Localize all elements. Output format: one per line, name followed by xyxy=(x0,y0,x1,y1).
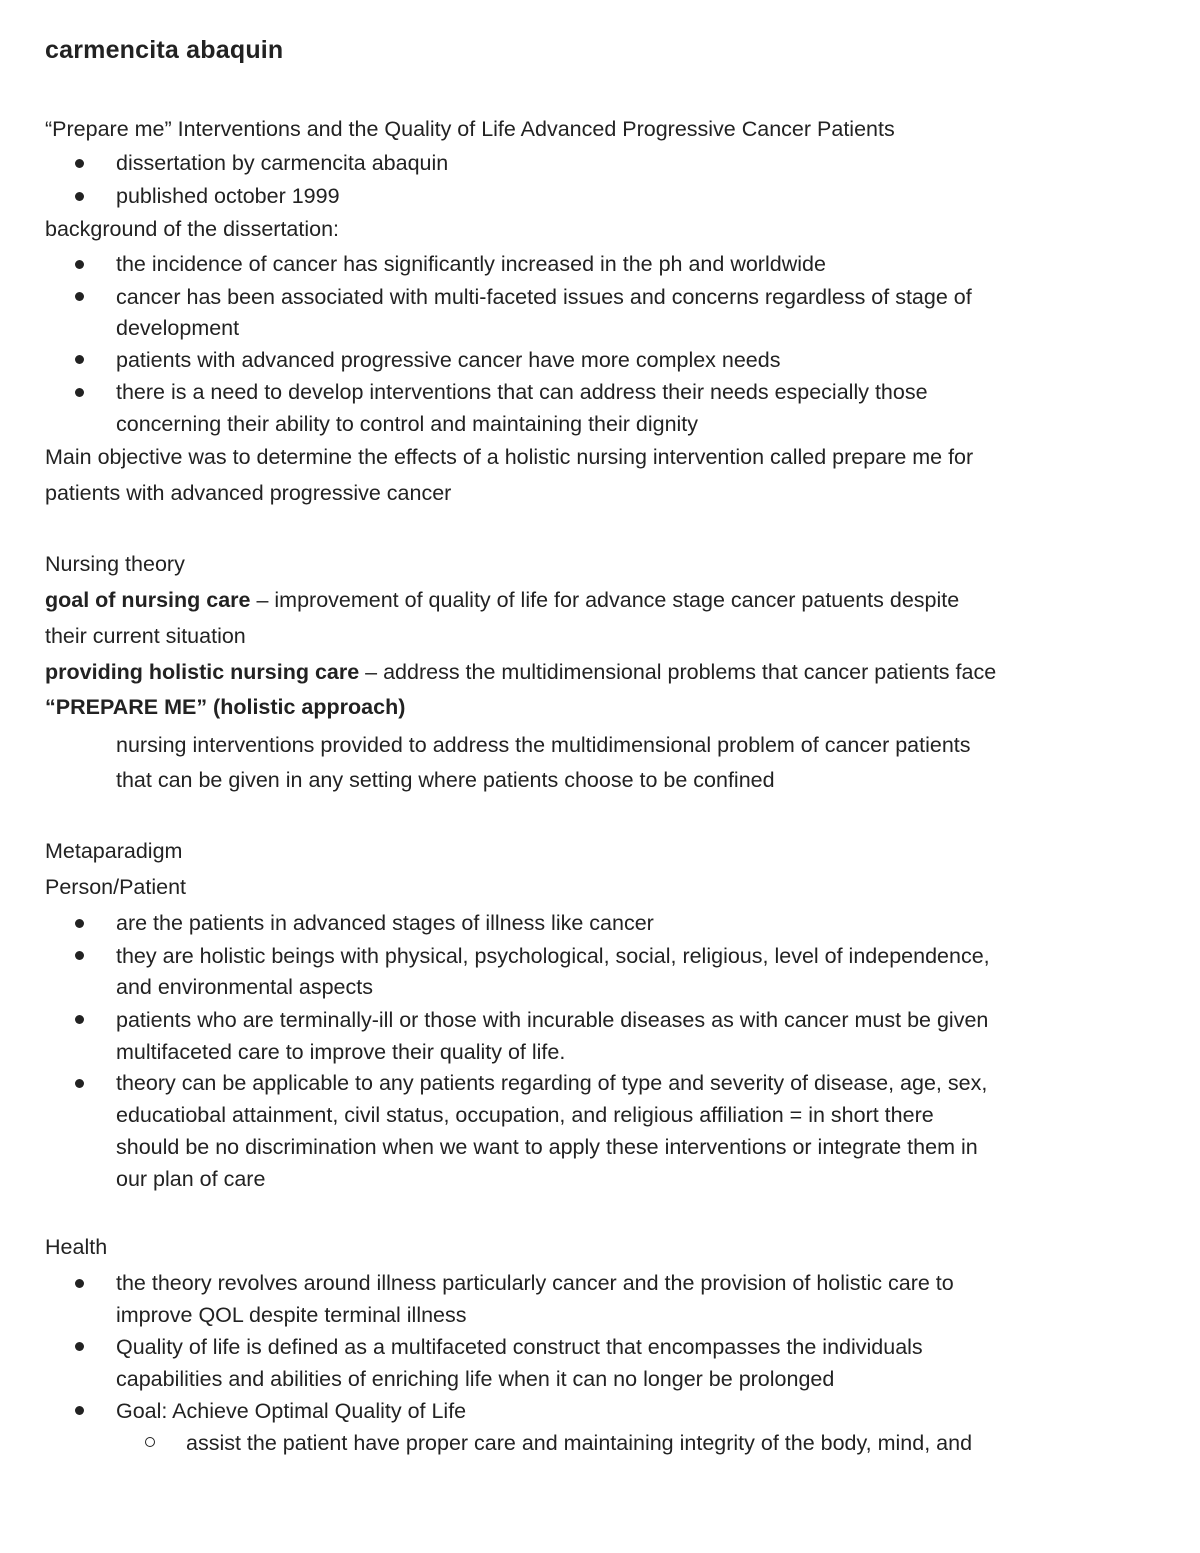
nursing-theory-heading: Nursing theory xyxy=(45,552,185,576)
list-item-continuation: capabilities and abilities of enriching life when it can no longer be prolonged xyxy=(116,1367,835,1391)
list-item: the theory revolves around illness particularly cancer and the provision of holistic care to xyxy=(116,1271,954,1295)
holistic-term: providing holistic nursing care xyxy=(45,660,360,684)
holistic-text: – address the multidimensional problems that cancer patients face xyxy=(359,660,997,684)
list-item: theory can be applicable to any patients regarding of type and severity of disease, age, sex, xyxy=(116,1071,988,1095)
health-heading: Health xyxy=(45,1235,108,1259)
list-item: are the patients in advanced stages of illness like cancer xyxy=(116,911,654,935)
document-title: carmencita abaquin xyxy=(45,36,284,64)
main-objective-continuation: patients with advanced progressive cancer xyxy=(45,481,452,505)
list-item: they are holistic beings with physical, psychological, social, religious, level of independence, xyxy=(116,944,990,968)
list-item-continuation: should be no discrimination when we want to apply these interventions or integrate them in xyxy=(116,1135,978,1159)
metaparadigm-heading: Metaparadigm xyxy=(45,839,183,863)
dissertation-heading: “Prepare me” Interventions and the Quality of Life Advanced Progressive Cancer Patients xyxy=(45,117,895,141)
bullet-icon xyxy=(75,292,84,301)
bullet-icon xyxy=(75,1279,84,1288)
goal-text: – improvement of quality of life for advance stage cancer patuents despite xyxy=(250,588,960,612)
sub-list-item: assist the patient have proper care and maintaining integrity of the body, mind, and xyxy=(186,1431,973,1455)
background-label: background of the dissertation: xyxy=(45,217,340,241)
prepare-me-description: nursing interventions provided to address the multidimensional problem of cancer patients xyxy=(116,733,971,757)
list-item-continuation: concerning their ability to control and maintaining their dignity xyxy=(116,412,699,436)
prepare-me-heading: “PREPARE ME” (holistic approach) xyxy=(45,695,406,719)
bullet-icon xyxy=(75,1079,84,1088)
list-item-continuation: educatiobal attainment, civil status, occupation, and religious affiliation = in short there xyxy=(116,1103,934,1127)
bullet-icon xyxy=(75,951,84,960)
goal-text-continuation: their current situation xyxy=(45,624,246,648)
bullet-icon xyxy=(75,388,84,397)
bullet-icon xyxy=(75,159,84,168)
goal-of-nursing-care xyxy=(45,584,959,616)
list-item: dissertation by carmencita abaquin xyxy=(116,151,449,175)
list-item: cancer has been associated with multi-faceted issues and concerns regardless of stage of xyxy=(116,285,972,309)
list-item-continuation: and environmental aspects xyxy=(116,975,373,999)
bullet-icon xyxy=(75,1406,84,1415)
bullet-icon xyxy=(75,1015,84,1024)
list-item: patients with advanced progressive cancer have more complex needs xyxy=(116,348,781,372)
list-item: Quality of life is defined as a multifaceted construct that encompasses the individuals xyxy=(116,1335,923,1359)
list-item-continuation: multifaceted care to improve their quality of life. xyxy=(116,1040,566,1064)
holistic-nursing-care xyxy=(45,656,996,688)
list-item: Goal: Achieve Optimal Quality of Life xyxy=(116,1399,467,1423)
bullet-icon xyxy=(75,192,84,201)
list-item: published october 1999 xyxy=(116,184,340,208)
list-item: the incidence of cancer has significantly increased in the ph and worldwide xyxy=(116,252,826,276)
bullet-icon xyxy=(75,1342,84,1351)
list-item-continuation: improve QOL despite terminal illness xyxy=(116,1303,467,1327)
main-objective: Main objective was to determine the effects of a holistic nursing intervention called prepare me for xyxy=(45,445,974,469)
hollow-bullet-icon xyxy=(145,1437,155,1447)
bullet-icon xyxy=(75,919,84,928)
list-item-continuation: our plan of care xyxy=(116,1167,266,1191)
list-item: there is a need to develop interventions that can address their needs especially those xyxy=(116,380,928,404)
person-patient-heading: Person/Patient xyxy=(45,875,187,899)
list-item: patients who are terminally-ill or those with incurable diseases as with cancer must be given xyxy=(116,1008,989,1032)
prepare-me-description-continuation: that can be given in any setting where patients choose to be confined xyxy=(116,768,775,792)
bullet-icon xyxy=(75,355,84,364)
goal-term: goal of nursing care xyxy=(45,588,251,612)
bullet-icon xyxy=(75,260,84,269)
list-item-continuation: development xyxy=(116,316,240,340)
